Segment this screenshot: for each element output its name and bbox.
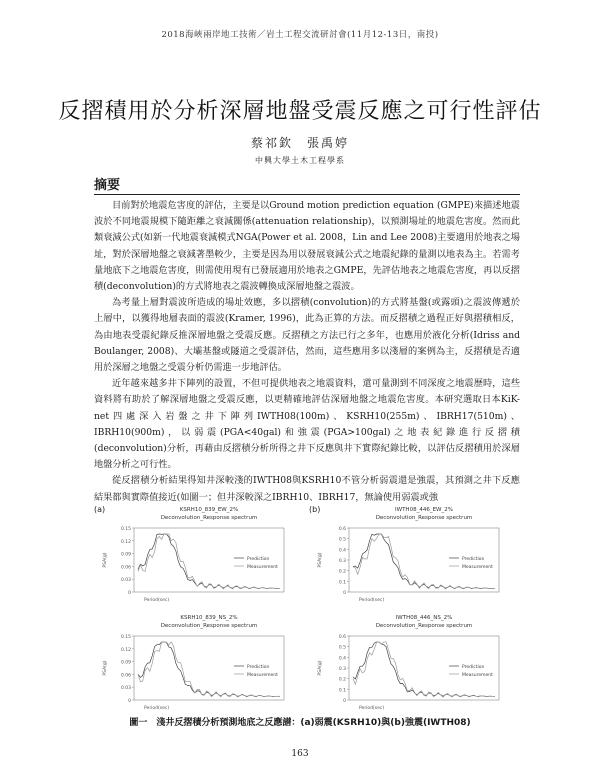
y-tick-label: 0.03 — [120, 686, 131, 692]
y-axis-label: PSA(g) — [318, 660, 323, 676]
x-axis-label: Period(sec) — [359, 598, 385, 603]
y-tick-label: 0.6 — [338, 527, 346, 532]
legend-prediction: Prediction — [247, 557, 270, 562]
legend-measurement: Measurement — [462, 565, 493, 570]
y-tick-label: 0.2 — [338, 677, 346, 683]
panel-title: IWTH08_446_NS_2% — [395, 615, 453, 621]
y-tick-label: 0 — [128, 699, 131, 704]
y-tick-label: 0 — [128, 591, 131, 596]
heading-rule — [94, 194, 520, 195]
panel-title: IWTH08_446_EW_2% — [395, 507, 453, 513]
x-axis-label: Period(sec) — [359, 706, 385, 710]
legend-prediction: Prediction — [462, 665, 485, 670]
figure — [94, 502, 520, 710]
paragraph: 從反摺積分析結果得知井深較淺的IWTH08與KSRH10不管分析弱震還是強震，其預測之井下反應結果都與實際值接近(如圖一；但井深較深之IBRH10、IBRH17，無論使用弱震或強 — [94, 475, 520, 503]
authors: 蔡祁欽 張禹婷 — [250, 136, 349, 150]
y-tick-label: 0.09 — [120, 660, 131, 666]
running-header: 2018海峽兩岸地工技術／岩土工程交流研討會(11月12-13日，南投) — [161, 30, 439, 40]
y-tick-label: 0.4 — [338, 656, 346, 662]
page-number: 163 — [291, 749, 309, 759]
y-tick-label: 0.03 — [120, 578, 131, 584]
y-axis-label: PSA(g) — [318, 552, 323, 568]
affiliation: 中興大學土木工程學系 — [255, 156, 345, 165]
y-tick-label: 0.15 — [120, 635, 131, 640]
paragraph: 近年越來越多井下陣列的設置，不但可提供地表之地震資料，還可量測到不同深度之地震歷時，這些資料將有助於了解深層地盤之受震反應，以更精確地評估深層地盤之地震危害度。本研究選取日本KiK-net四處深入岩盤之井下陣列IWTH08(100m)、KSRH10(255m)、IBRH17(510m)、IBRH10(900m)，以弱震(PGA<40gal)和強震(PGA>100gal)之地表紀錄進行反摺積(deconvolution)分析，再藉由反摺積分析所得之井下反應與井下實際紀錄比較，以評估反摺積用於深層地盤分析之可行性。 — [94, 378, 520, 471]
panel-subtitle: Deconvolution_Response spectrum — [375, 515, 473, 521]
panel-label: (a) — [94, 505, 106, 514]
section-heading: 摘要 — [94, 178, 121, 193]
panel-title: KSRH10_839_NS_2% — [180, 615, 238, 621]
legend-measurement: Measurement — [247, 565, 278, 570]
y-tick-label: 0.09 — [120, 552, 131, 558]
y-tick-label: 0 — [343, 699, 346, 704]
legend-prediction: Prediction — [247, 665, 270, 670]
legend-prediction: Prediction — [462, 557, 485, 562]
y-tick-label: 0.06 — [120, 565, 131, 571]
panel-label: (b) — [309, 505, 321, 514]
panel-subtitle: Deconvolution_Response spectrum — [375, 623, 473, 629]
panel-subtitle: Deconvolution_Response spectrum — [160, 623, 258, 629]
paper-title: 反摺積用於分析深層地盤受震反應之可行性評估 — [58, 99, 542, 124]
paragraph: 目前對於地震危害度的評估，主要是以Ground motion prediction equation (GMPE)來描述地震波於不同地震規模下隨距離之衰減關係(attenuation relationship)，以預測場址的地震危害度。然而此類衰減公式(如新一代地震衰減模式NGA(Power et al. 2008，Lin and Lee 2008)主要適用於地表之場址，對於深層地盤之衰減著墨較少，主要是因為用以發展衰減公式之地震紀錄的量測以地表為主。若需考量地底下之地震危害度，則需使用現有已發展適用於地表之GMPE，先評估地表之地震危害度，再以反摺積(deconvolution)的方式將地表之震波轉換成深層地盤之震波。 — [94, 200, 520, 293]
y-tick-label: 0.5 — [338, 645, 346, 651]
legend-measurement: Measurement — [247, 673, 278, 678]
y-tick-label: 0.3 — [338, 667, 346, 672]
legend-measurement: Measurement — [462, 673, 493, 678]
y-tick-label: 0.2 — [338, 569, 346, 575]
y-tick-label: 0.1 — [338, 688, 346, 694]
panel-title: KSRH10_839_EW_2% — [179, 507, 239, 513]
y-tick-label: 0.3 — [338, 559, 346, 564]
x-axis-label: Period(sec) — [144, 598, 170, 603]
x-axis-label: Period(sec) — [144, 706, 170, 710]
y-tick-label: 0.06 — [120, 673, 131, 679]
y-tick-label: 0.1 — [338, 580, 346, 586]
y-tick-label: 0.4 — [338, 548, 346, 554]
y-tick-label: 0.12 — [120, 647, 131, 653]
panel-subtitle: Deconvolution_Response spectrum — [160, 515, 258, 521]
abstract-body — [94, 198, 520, 506]
y-tick-label: 0.6 — [338, 635, 346, 640]
y-axis-label: PSA(g) — [103, 552, 108, 568]
y-tick-label: 0.15 — [120, 527, 131, 532]
y-tick-label: 0 — [343, 591, 346, 596]
y-axis-label: PSA(g) — [103, 660, 108, 676]
figure-svg — [94, 502, 520, 710]
paragraph: 為考量上層對震波所造成的場址效應，多以摺積(convolution)的方式將基盤(或露頭)之震波傳遞於上層中，以獲得地層表面的震波(Kramer, 1996)，此為正算的方法。而反摺積之過程正好與摺積相反，為由地表受震紀錄反推深層地盤之受震反應。反摺積之方法已行之多年，也應用於液化分析(Idriss and Boulanger, 2008)、大壩基盤或隧道之受震評估，然而，這些應用多以淺層的案例為主，反摺積是否適用於深層之地盤之受震分析仍需進一步地評估。 — [94, 297, 520, 374]
y-tick-label: 0.12 — [120, 539, 131, 545]
y-tick-label: 0.5 — [338, 537, 346, 543]
figure-caption: 圖一 淺井反摺積分析預測地底之反應譜：(a)弱震(KSRH10)與(b)強震(IWTH08) — [129, 718, 471, 728]
